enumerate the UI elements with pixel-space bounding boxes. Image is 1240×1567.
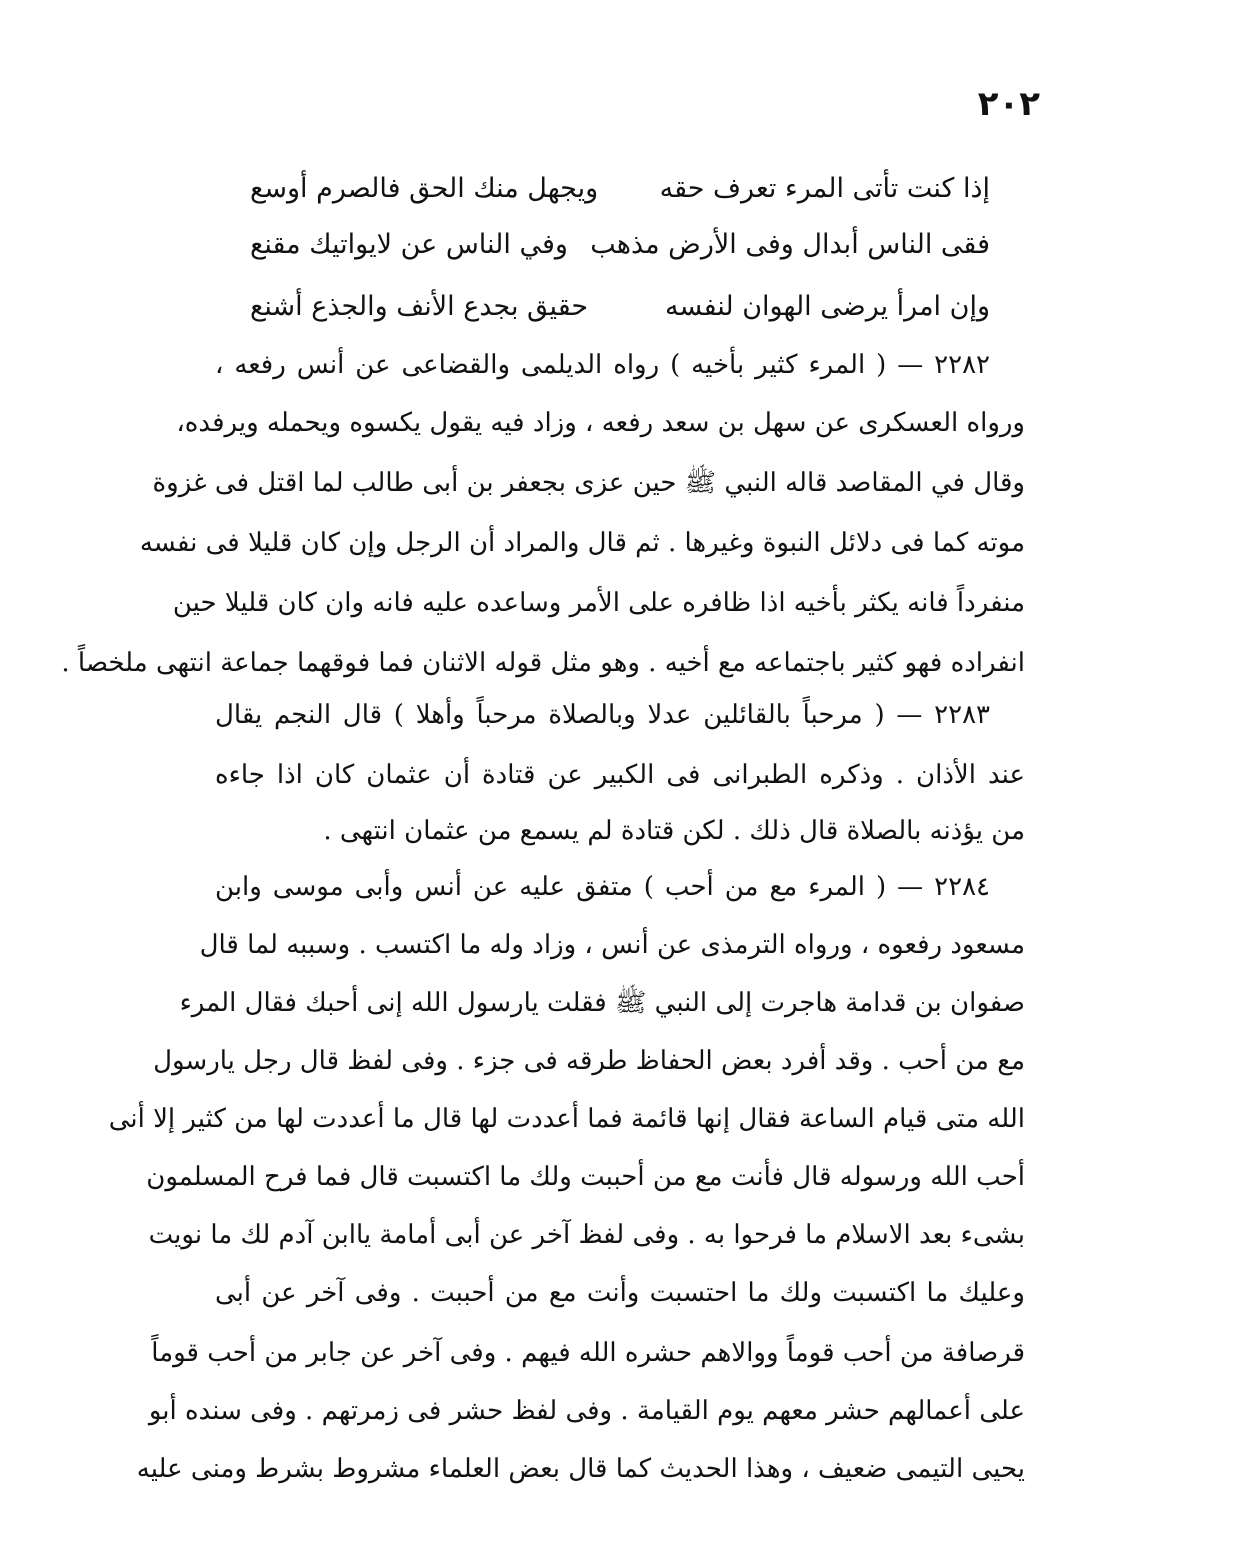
- hadith-2284-heading-line: ٢٢٨٤ — ( المرء مع من أحب ) متفق عليه عن أنس وأبى موسى وابن: [215, 872, 990, 902]
- hadith-2283-heading-line: ٢٢٨٣ — ( مرحباً بالقائلين عدلا وبالصلاة مرحباً وأهلا ) قال النجم يقال: [215, 700, 990, 730]
- poem-verse: [250, 280, 990, 332]
- poem-verse: [250, 218, 990, 270]
- verse-second-hemistich: حقيق بجدع الأنف والجذع أشنع: [250, 290, 589, 322]
- text-line: يحيى التيمى ضعيف ، وهذا الحديث كما قال بعض العلماء مشروط بشرط ومنى عليه: [136, 1454, 1025, 1484]
- text-line: الله متى قيام الساعة فقال إنها قائمة فما أعددت لها قال ما أعددت لها من كثير إلا أنى: [108, 1104, 1025, 1134]
- page-number: ٢٠٢: [977, 84, 1040, 124]
- text-line: موته كما فى دلائل النبوة وغيرها . ثم قال والمراد أن الرجل وإن كان قليلا فى نفسه: [139, 528, 1025, 558]
- verse-first-hemistich: وإن امرأ يرضى الهوان لنفسه: [665, 290, 990, 322]
- text-line: أحب الله ورسوله قال فأنت مع من أحببت ولك ما اكتسبت قال فما فرح المسلمون: [146, 1162, 1025, 1192]
- text-line: ورواه العسكرى عن سهل بن سعد رفعه ، وزاد فيه يقول يكسوه ويحمله ويرفده،: [176, 408, 1025, 438]
- text-line: صفوان بن قدامة هاجرت إلى النبي ﷺ فقلت يارسول الله إنى أحبك فقال المرء: [179, 988, 1025, 1018]
- text-line: منفرداً فانه يكثر بأخيه اذا ظافره على الأمر وساعده عليه فانه وان كان قليلا حين: [172, 588, 1025, 618]
- verse-first-hemistich: فقى الناس أبدال وفى الأرض مذهب: [590, 228, 990, 260]
- text-line: وعليك ما اكتسبت ولك ما احتسبت وأنت مع من أحببت . وفى آخر عن أبى: [215, 1278, 1025, 1308]
- verse-first-hemistich: إذا كنت تأتى المرء تعرف حقه: [659, 172, 990, 204]
- poem-verse: [250, 162, 990, 214]
- text-line: عند الأذان . وذكره الطبرانى فى الكبير عن قتادة أن عثمان كان اذا جاءه: [215, 760, 1025, 790]
- text-line: انفراده فهو كثير باجتماعه مع أخيه . وهو مثل قوله الاثنان فما فوقهما جماعة انتهى ملخصاً .: [61, 648, 1025, 678]
- verse-second-hemistich: وفي الناس عن لايواتيك مقنع: [250, 228, 568, 260]
- verse-second-hemistich: ويجهل منك الحق فالصرم أوسع: [250, 172, 599, 204]
- text-line: من يؤذنه بالصلاة قال ذلك . لكن قتادة لم يسمع من عثمان انتهى .: [323, 816, 1025, 846]
- text-line: على أعمالهم حشر معهم يوم القيامة . وفى لفظ حشر فى زمرتهم . وفى سنده أبو: [148, 1396, 1025, 1426]
- text-line: وقال في المقاصد قاله النبي ﷺ حين عزى بجعفر بن أبى طالب لما اقتل فى غزوة: [152, 468, 1025, 498]
- hadith-2282-heading-line: ٢٢٨٢ — ( المرء كثير بأخيه ) رواه الديلمى والقضاعى عن أنس رفعه ،: [215, 350, 990, 380]
- text-line: قرصافة من أحب قوماً ووالاهم حشره الله فيهم . وفى آخر عن جابر من أحب قوماً: [151, 1338, 1025, 1368]
- text-line: مسعود رفعوه ، ورواه الترمذى عن أنس ، وزاد وله ما اكتسب . وسببه لما قال: [199, 930, 1025, 960]
- text-line: بشىء بعد الاسلام ما فرحوا به . وفى لفظ آخر عن أبى أمامة ياابن آدم لك ما نويت: [148, 1220, 1025, 1250]
- text-line: مع من أحب . وقد أفرد بعض الحفاظ طرقه فى جزء . وفى لفظ قال رجل يارسول: [153, 1046, 1025, 1076]
